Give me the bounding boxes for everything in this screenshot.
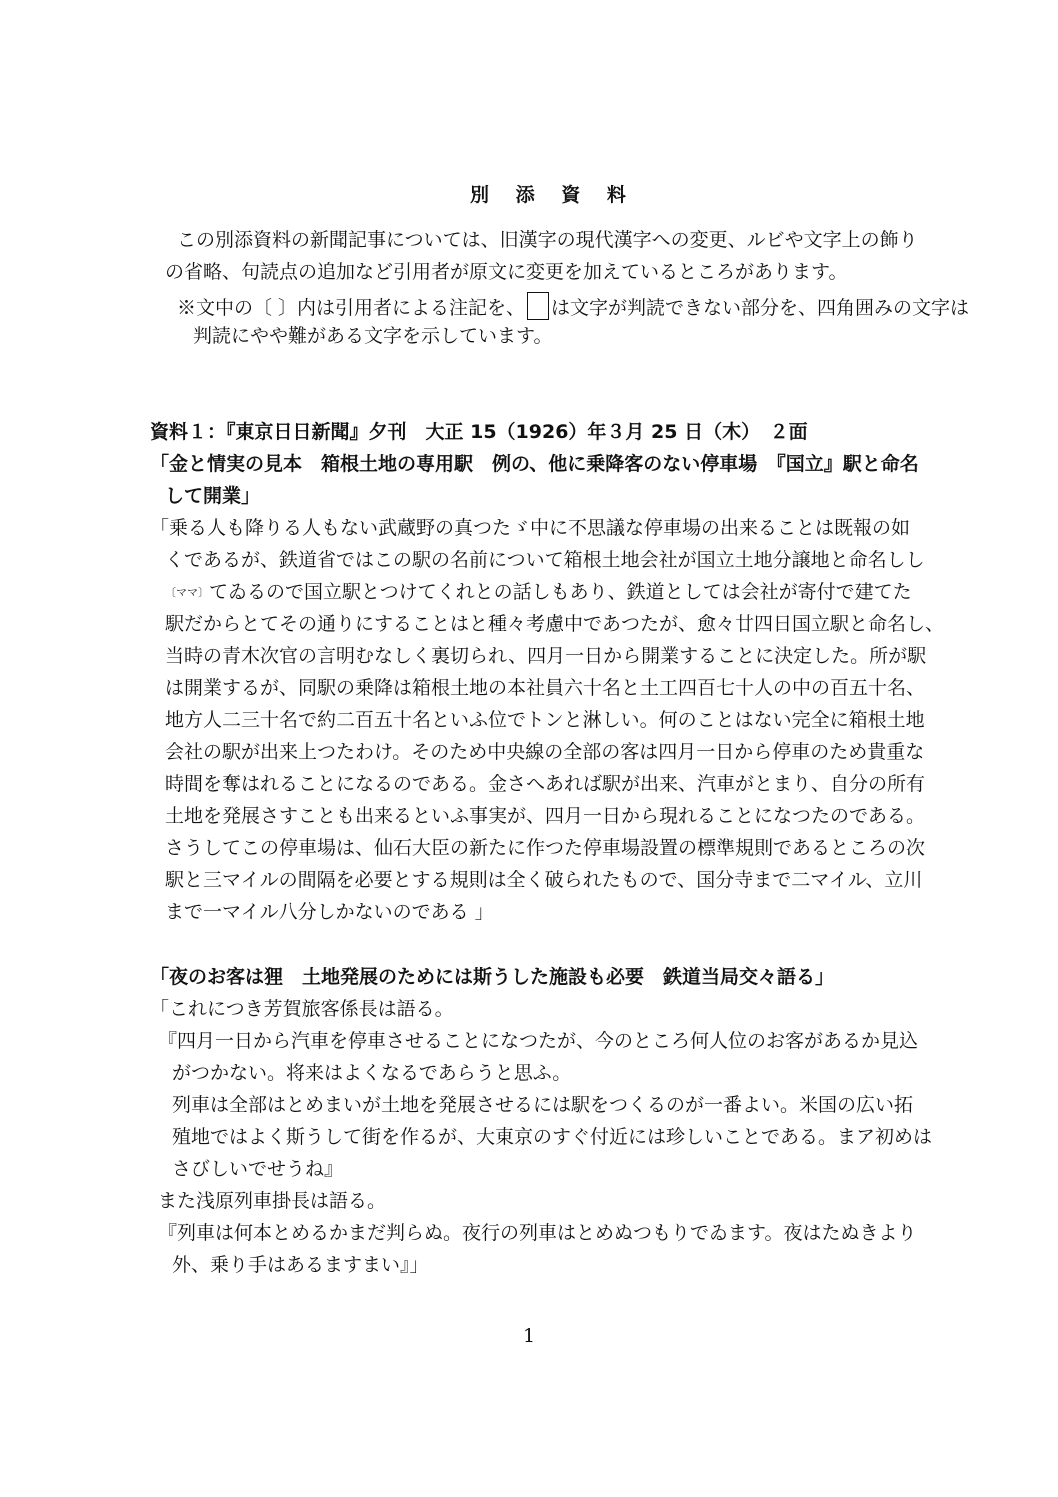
note-text-before-box: ※文中の〔 〕内は引用者による注記を、 bbox=[177, 297, 526, 319]
article2-line-2: 『四月一日から汽車を停車させることになつたが、今のところ何人位のお客があるか見込 bbox=[158, 1030, 919, 1052]
editor-annotation-mama: 〔ママ〕 bbox=[165, 586, 209, 599]
article2-line-5: 殖地ではよく斯うして街を作るが、大東京のすぐ付近には珍しいことである。まア初めは bbox=[172, 1126, 933, 1148]
article1-body-line-13: まで一マイル八分しかないのである 」 bbox=[165, 901, 494, 923]
intro-note-line-1 bbox=[177, 292, 969, 320]
article2-line-7: また浅原列車掛長は語る。 bbox=[158, 1190, 387, 1212]
article1-body-line-7: 地方人二三十名で約二百五十名といふ位でトンと淋しい。何のことはない完全に箱根土地 bbox=[165, 709, 925, 731]
intro-line-1: この別添資料の新聞記事については、旧漢字の現代漢字への変更、ルビや文字上の飾り bbox=[177, 229, 918, 251]
note-text-after-box: は文字が判読できない部分を、四角囲みの文字は bbox=[551, 297, 970, 319]
article1-body-line-10: 土地を発展さすことも出来るといふ事実が、四月一日から現れることになつたのである。 bbox=[165, 805, 926, 827]
article2-line-8: 『列車は何本とめるかまだ判らぬ。夜行の列車はとめぬつもりでゐます。夜はたぬきより bbox=[158, 1222, 917, 1244]
document-title: 別 添 資 料 bbox=[470, 184, 636, 206]
article2-line-1: 「これにつき芳賀旅客係長は語る。 bbox=[150, 998, 454, 1020]
intro-note-line-2: 判読にやや難がある文字を示しています。 bbox=[193, 325, 553, 347]
article2-line-3: がつかない。将来はよくなるであらうと思ふ。 bbox=[172, 1062, 572, 1084]
article1-body-line-6: は開業するが、同駅の乗降は箱根土地の本社員六十名と土工四百七十人の中の百五十名、 bbox=[165, 677, 926, 699]
illegible-char-box-sample bbox=[527, 292, 549, 320]
article1-headline-line-2: して開業」 bbox=[165, 485, 261, 507]
article1-body-line-4: 駅だからとてその通りにすることはと種々考慮中であつたが、愈々廿四日国立駅と命名し、 bbox=[165, 613, 945, 635]
intro-line-2: の省略、句読点の追加など引用者が原文に変更を加えているところがあります。 bbox=[165, 261, 848, 283]
article1-body-line-3-text: てゐるので国立駅とつけてくれとの話しもあり、鉄道としては会社が寄付で建てた bbox=[209, 581, 912, 603]
article1-body-line-2: くであるが、鉄道省ではこの駅の名前について箱根土地会社が国立土地分譲地と命名しし bbox=[165, 549, 925, 571]
source-heading: 資料１：『東京日日新聞』夕刊 大正 15（1926）年３月 25 日（木） ２面 bbox=[150, 421, 808, 443]
article1-headline-line-1: 「金と情実の見本 箱根土地の専用駅 例の、他に乗降客のない停車場 『国立』駅と命名 bbox=[150, 453, 919, 475]
article1-body-line-8: 会社の駅が出来上つたわけ。そのため中央線の全部の客は四月一日から停車のため貴重な bbox=[165, 741, 925, 763]
article2-line-6: さびしいでせうね』 bbox=[172, 1158, 344, 1180]
article1-body-line-9: 時間を奪はれることになるのである。金さへあれば駅が出来、汽車がとまり、自分の所有 bbox=[165, 773, 926, 795]
article2-line-9: 外、乗り手はあるますまい』」 bbox=[172, 1254, 429, 1276]
page-number: 1 bbox=[522, 1325, 536, 1347]
article1-body-line-1: 「乗る人も降りる人もない武蔵野の真つたゞ中に不思議な停車場の出来ることは既報の如 bbox=[150, 517, 911, 539]
article2-headline: 「夜のお客は狸 土地発展のためには斯うした施設も必要 鉄道当局交々語る」 bbox=[150, 966, 835, 988]
article1-body-line-3 bbox=[165, 580, 912, 605]
article1-body-line-11: さうしてこの停車場は、仙石大臣の新たに作つた停車場設置の標準規則であるところの次 bbox=[165, 837, 926, 859]
article1-body-line-5: 当時の青木次官の言明むなしく裏切られ、四月一日から開業することに決定した。所が駅 bbox=[165, 645, 927, 667]
article2-line-4: 列車は全部はとめまいが土地を発展させるには駅をつくるのが一番よい。米国の広い拓 bbox=[172, 1094, 914, 1116]
article1-body-line-12: 駅と三マイルの間隔を必要とする規則は全く破られたもので、国分寺まで二マイル、立川 bbox=[165, 869, 923, 891]
